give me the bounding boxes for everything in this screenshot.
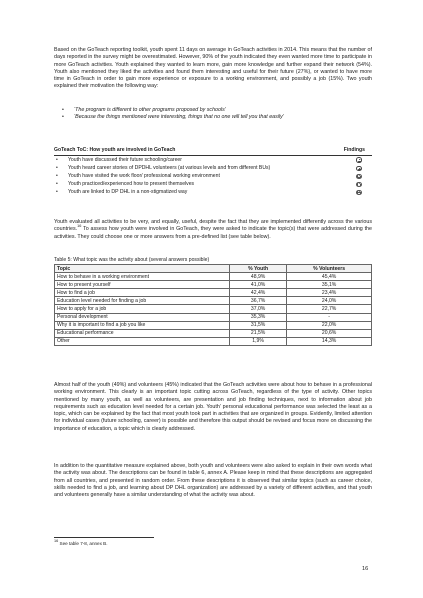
- toc-heading: GoTeach ToC: How youth are involved in GoTeach: [54, 147, 176, 153]
- table-row: [55, 297, 372, 305]
- cell-youth: 31,5%: [230, 321, 287, 329]
- quote-item: • ‘The program is different to other programs proposed by schools’: [62, 107, 362, 114]
- toc-item: [54, 172, 372, 180]
- table-caption: Table 5: What topic was the activity about (several answers possible): [54, 257, 210, 263]
- cell-topic: How to find a job: [55, 289, 230, 297]
- toc-item-text: Youth heard career stories of DPDHL volunteers (at various levels and from different BUs): [68, 165, 271, 172]
- toc-item-text: Youth are linked to DP DHL in a non-stigmatized way: [68, 189, 188, 196]
- footnote: [54, 541, 108, 546]
- smiley-filled-icon: [356, 174, 361, 179]
- table-header-row: [55, 265, 372, 273]
- cell-volunteers: 24,0%: [287, 297, 372, 305]
- table-row: [55, 329, 372, 337]
- header-topic: Topic: [55, 265, 230, 273]
- cell-volunteers: 23,4%: [287, 289, 372, 297]
- cell-volunteers: 22,0%: [287, 321, 372, 329]
- paragraph-activities-a: Youth evaluated all activities to be very, and equally, useful, despite the fact that they are implemented differently across the various countries.: [54, 219, 372, 233]
- smiley-filled-icon: [356, 190, 361, 195]
- cell-topic: Personal development: [55, 313, 230, 321]
- cell-youth: 48,9%: [230, 273, 287, 281]
- toc-item-text: Youth have visited the work floor/ professional working environment: [68, 173, 220, 180]
- header-youth: % Youth: [230, 265, 287, 273]
- table-row: [55, 273, 372, 281]
- table-row: [55, 305, 372, 313]
- paragraph-activities: [54, 219, 372, 241]
- cell-youth: 1,9%: [230, 337, 287, 345]
- cell-volunteers: 14,3%: [287, 337, 372, 345]
- smiley-outline-icon: [356, 166, 361, 171]
- cell-volunteers: 22,7%: [287, 305, 372, 313]
- paragraph-descriptions: In addition to the quantitative measure explained above, both youth and volunteers were also asked to explain in their own words what the activity was about. The descriptions can be found in table 6, annex A. Please keep in mind that these descriptions are aggregated from all countries, and presented in random order. From these descriptions it is observed that similar topics (such as career choice, skills needed to find a job, and learning about DP DHL organization) are addressed by a variety of different activities, and that youth and volunteers generally have a similar understanding of what the activity was about.: [54, 463, 372, 499]
- cell-youth: 35,3%: [230, 313, 287, 321]
- bullet-icon: •: [56, 165, 58, 172]
- cell-topic: How to present yourself: [55, 281, 230, 289]
- table-row: [55, 337, 372, 345]
- bullet-icon: •: [56, 189, 58, 196]
- cell-youth: 41,0%: [230, 281, 287, 289]
- smiley-filled-icon: [356, 182, 361, 187]
- cell-youth: 21,5%: [230, 329, 287, 337]
- toc-item: [54, 164, 372, 172]
- toc-item: [54, 188, 372, 196]
- cell-youth: 37,0%: [230, 305, 287, 313]
- header-volunteers: % Volunteers: [287, 265, 372, 273]
- bullet-icon: •: [56, 181, 58, 188]
- cell-volunteers: -: [287, 313, 372, 321]
- cell-topic: Education level needed for finding a job: [55, 297, 230, 305]
- quote-list: [62, 107, 362, 121]
- table-row: [55, 281, 372, 289]
- footnote-text: See table 7-8, annex B.: [58, 541, 108, 546]
- footnote-number: 16: [54, 539, 59, 543]
- toc-header: [54, 146, 372, 154]
- paragraph-intro: Based on the GoTeach reporting toolkit, youth spent 11 days on average in GoTeach activities in 2014. This means that the number of days reported in the survey might be overestimated. However, 90% of the youth indicated they even wanted more time to participate in more GoTeach activities. Youth explained they wanted to learn more, gain more knowledge and further expand their network (54%). Youth also mentioned they liked the activities and found them interesting and useful for their future (27%), or wanted to have more time in GoTeach in order to gain more experience or exposure to a working environment, and possibly a job (15%). Two youth explained their motivation the following way:: [54, 47, 372, 90]
- toc-item: [54, 156, 372, 164]
- toc-item: [54, 180, 372, 188]
- cell-topic: Why it is important to find a job you like: [55, 321, 230, 329]
- table-row: [55, 289, 372, 297]
- toc-item-text: Youth have discussed their future schooling/career: [68, 157, 182, 164]
- cell-volunteers: 20,6%: [287, 329, 372, 337]
- table-row: [55, 313, 372, 321]
- smiley-outline-icon: [356, 157, 361, 162]
- cell-volunteers: 35,1%: [287, 281, 372, 289]
- page-number: 16: [362, 566, 369, 572]
- table-row: [55, 321, 372, 329]
- paragraph-activities-b: To assess how youth were involved in GoTeach, they were asked to indicate the topic(s) that were addressed during the activities. They could choose one or more answers from a pre-defined list (see table below).: [54, 226, 372, 240]
- cell-youth: 42,4%: [230, 289, 287, 297]
- toc-findings-box: [54, 146, 372, 196]
- cell-volunteers: 45,4%: [287, 273, 372, 281]
- cell-topic: Educational performance: [55, 329, 230, 337]
- findings-label: Findings: [343, 147, 365, 153]
- footnote-ref: 16: [77, 224, 82, 229]
- bullet-icon: •: [56, 157, 58, 164]
- cell-youth: 36,7%: [230, 297, 287, 305]
- cell-topic: How to behave in a working environment: [55, 273, 230, 281]
- topics-table: [54, 264, 372, 346]
- toc-item-text: Youth practiced/experienced how to present themselves: [68, 181, 195, 188]
- quote-item: • ‘Because the things mentioned were interesting, things that no one will tell you that easily’: [62, 114, 362, 121]
- bullet-icon: •: [56, 173, 58, 180]
- paragraph-topics-analysis: Almost half of the youth (49%) and volunteers (45%) indicated that the GoTeach activities were about how to behave in a professional working environment. This clearly is an important topic cutting across GoTeach, regardless of the type of activity. Other topics mentioned by many youth, as well as volunteers, are presentation and job finding techniques, next to information about job requirements such as education level needed for a certain job. Youth’ personal educational performance was selected the least as a topic, which can be explained by the fact that most youth took part in activities that are organized in groups. Evidently, limited attention for individual cases (future schooling, career) is possible and therefore this output should be revised and focus more on discussing the importance of education, a topic which is clearly addressed.: [54, 382, 372, 432]
- cell-topic: How to apply for a job: [55, 305, 230, 313]
- cell-topic: Other: [55, 337, 230, 345]
- footnote-divider: [54, 537, 154, 538]
